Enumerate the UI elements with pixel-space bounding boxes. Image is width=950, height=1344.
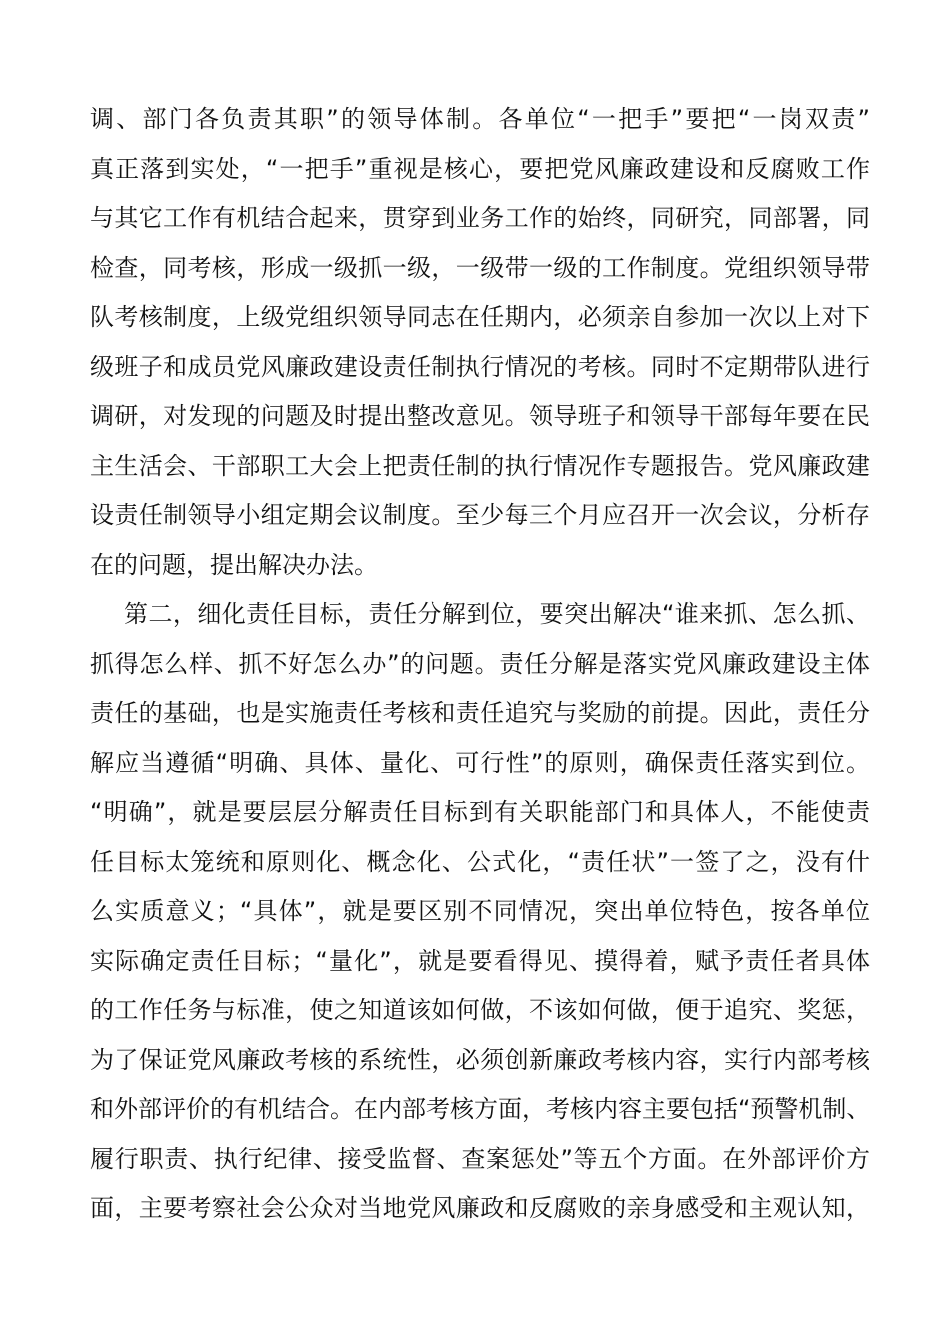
text-line: 检查，同考核，形成一级抓一级，一级带一级的工作制度。党组织领导带 <box>90 253 870 282</box>
text-line: 队考核制度，上级党组织领导同志在任期内，必须亲自参加一次以上对下 <box>90 303 870 331</box>
text-line: 与其它工作有机结合起来，贯穿到业务工作的始终，同研究，同部署，同 <box>90 204 870 232</box>
text-line: 级班子和成员党风廉政建设责任制执行情况的考核。同时不定期带队进行 <box>90 352 870 381</box>
text-line: 抓得怎么样、抓不好怎么办”的问题。责任分解是落实党风廉政建设主体 <box>90 649 870 678</box>
text-line: 设责任制领导小组定期会议制度。至少每三个月应召开一次会议，分析存 <box>90 501 870 529</box>
text-line: 解应当遵循“明确、具体、量化、可行性”的原则，确保责任落实到位。 <box>90 748 870 777</box>
text-line: 真正落到实处，“一把手”重视是核心，要把党风廉政建设和反腐败工作 <box>90 154 870 183</box>
text-line: 履行职责、执行纪律、接受监督、查案惩处”等五个方面。在外部评价方 <box>90 1144 870 1173</box>
paragraph-2 <box>90 590 870 1234</box>
text-line: 第二，细化责任目标，责任分解到位，要突出解决“谁来抓、怎么抓、 <box>124 600 870 628</box>
text-line: 和外部评价的有机结合。在内部考核方面，考核内容主要包括“预警机制、 <box>90 1095 871 1123</box>
text-line: 责任的基础，也是实施责任考核和责任追究与奖励的前提。因此，责任分 <box>90 699 870 727</box>
text-line: 调、部门各负责其职”的领导体制。各单位“一把手”要把“一岗双责” <box>90 105 870 133</box>
text-line: 为了保证党风廉政考核的系统性，必须创新廉政考核内容，实行内部考核 <box>90 1045 870 1074</box>
text-line: 实际确定责任目标；“量化”，就是要看得见、摸得着，赋予责任者具体 <box>90 946 870 975</box>
text-line: 调研，对发现的问题及时提出整改意见。领导班子和领导干部每年要在民 <box>90 402 870 430</box>
text-line: 么实质意义；“具体”，就是要区别不同情况，突出单位特色，按各单位 <box>90 897 870 925</box>
text-line: 的工作任务与标准，使之知道该如何做，不该如何做，便于追究、奖惩， <box>90 996 870 1024</box>
document-body <box>90 95 870 1234</box>
text-line: 在的问题，提出解决办法。 <box>90 550 378 579</box>
text-line: “明确”，就是要层层分解责任目标到有关职能部门和具体人，不能使责 <box>90 798 870 826</box>
text-line: 面，主要考察社会公众对当地党风廉政和反腐败的亲身感受和主观认知， <box>90 1194 870 1222</box>
text-line: 任目标太笼统和原则化、概念化、公式化，“责任状”一签了之，没有什 <box>90 847 870 876</box>
text-line: 主生活会、干部职工大会上把责任制的执行情况作专题报告。党风廉政建 <box>90 451 870 480</box>
paragraph-1 <box>90 95 870 590</box>
